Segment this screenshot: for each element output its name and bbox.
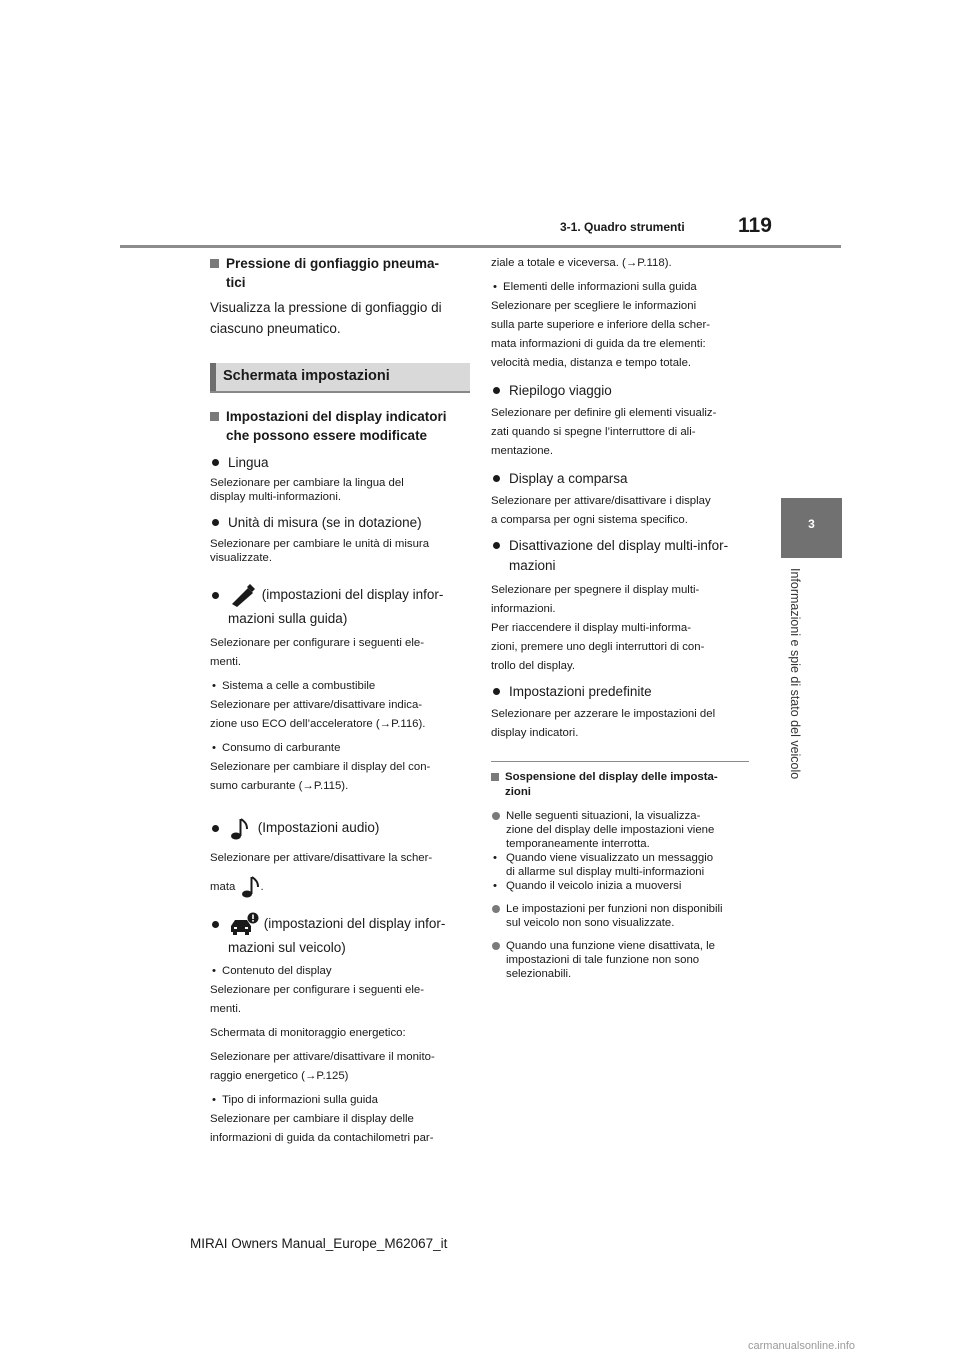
item-predefinite: Impostazioni predefinite xyxy=(491,682,751,702)
left-column xyxy=(210,254,470,1148)
note-item-1b: • Quando il veicolo inizia a muoversi xyxy=(491,879,751,893)
bullet-dot-icon xyxy=(493,688,500,695)
header-rule xyxy=(120,245,841,248)
bullet-dot-icon xyxy=(212,825,219,832)
bullet-dot-icon xyxy=(212,592,219,599)
square-bullet-icon xyxy=(210,259,219,268)
note-title: Sospensione del display delle imposta- zioni xyxy=(491,770,751,800)
bullet-dot-icon xyxy=(212,519,219,526)
desc-units: Selezionare per cambiare le unità di misura visualizzate. xyxy=(210,538,430,564)
square-bullet-icon xyxy=(210,412,219,421)
note-rule xyxy=(491,761,749,762)
paragraph-tire-pressure: Visualizza la pressione di gonfiaggio di ciascuno pneumatico. xyxy=(210,300,442,336)
desc-comparsa: Selezionare per attivare/disattivare i display a comparsa per ogni sistema specifico. xyxy=(491,495,711,526)
section-title: 3-1. Quadro strumenti xyxy=(560,220,685,234)
monitor-heading: Schermata di monitoraggio energetico: xyxy=(210,1027,406,1040)
item-audio: (Impostazioni audio) xyxy=(210,816,470,840)
desc-driving-info: Selezionare per configurare i seguenti ele- menti. xyxy=(210,637,425,669)
heading-settings: Impostazioni del display indicatori che possono essere modificate xyxy=(210,407,470,445)
bullet-dot-icon xyxy=(493,542,500,549)
item-driving-info: (impostazioni del display infor- mazioni sulla guida) xyxy=(210,583,470,631)
box-title: Schermata impostazioni xyxy=(223,368,390,384)
desc-riepilogo: Selezionare per definire gli elementi visualiz- zati quando si spegne l’interruttore di ali- mentazione. xyxy=(491,407,717,457)
item-comparsa: Display a comparsa xyxy=(491,469,751,489)
music-note-icon xyxy=(239,875,261,899)
music-note-icon xyxy=(228,817,254,841)
bullet-dot-icon xyxy=(493,387,500,394)
desc-contenuto: Selezionare per configurare i seguenti ele- menti. xyxy=(210,984,425,1016)
sub-consumo: • Consumo di carburante xyxy=(210,739,470,758)
desc-elementi: Selezionare per scegliere le informazioni sulla parte superiore e inferiore della scher- mata informazioni di guida da tre elementi: velocità media, distanza e tempo totale. xyxy=(491,300,711,369)
desc-lingua: Selezionare per cambiare la lingua del display multi-informazioni. xyxy=(210,477,404,503)
note-item-1: Nelle seguenti situazioni, la visualizza- zione del display delle impostazioni viene temporaneamente interrotta. xyxy=(491,809,751,851)
desc-monitor: Selezionare per attivare/disattivare il monito- raggio energetico (→P.125) xyxy=(210,1051,435,1083)
bullet-dot-icon xyxy=(492,942,500,950)
note-item-3: Quando una funzione viene disattivata, le impostazioni di tale funzione non sono selezionabili. xyxy=(491,939,751,981)
chapter-number: 3 xyxy=(808,517,815,531)
desc-predefinite: Selezionare per azzerare le impostazioni del display indicatori. xyxy=(491,708,716,739)
car-alert-icon xyxy=(228,912,260,936)
watermark: carmanualsonline.info xyxy=(748,1340,856,1352)
chapter-title: Informazioni e spie di stato del veicolo xyxy=(788,568,802,780)
desc-tipo-cont: ziale a totale e viceversa. (→P.118). xyxy=(491,257,672,269)
bullet-dot-icon xyxy=(212,921,219,928)
sub-contenuto: • Contenuto del display xyxy=(210,962,470,981)
bullet-dot-icon xyxy=(212,459,219,466)
item-disattivazione: Disattivazione del display multi-infor- mazioni xyxy=(491,536,751,576)
sub-elementi: • Elementi delle informazioni sulla guida xyxy=(491,278,751,297)
item-riepilogo: Riepilogo viaggio xyxy=(491,381,751,401)
pen-icon xyxy=(228,583,258,607)
bullet-dot-icon xyxy=(492,812,500,820)
item-lingua: Lingua xyxy=(210,453,470,473)
desc-audio-2: mata . xyxy=(210,874,470,900)
item-vehicle-info: (impostazioni del display infor- mazioni sul veicolo) xyxy=(210,912,470,960)
box-accent-bar xyxy=(210,363,216,391)
footer-text: MIRAI Owners Manual_Europe_M62067_it xyxy=(190,1236,448,1251)
square-bullet-icon xyxy=(491,773,499,781)
page-number: 119 xyxy=(738,214,772,237)
desc-consumo: Selezionare per cambiare il display del con- sumo carburante (→P.115). xyxy=(210,761,431,793)
sub-tipo: • Tipo di informazioni sulla guida xyxy=(210,1091,470,1110)
right-column xyxy=(491,254,751,981)
note-item-2: Le impostazioni per funzioni non disponibili sul veicolo non sono visualizzate. xyxy=(491,902,751,930)
desc-fuelcell: Selezionare per attivare/disattivare indica- zione uso ECO dell’acceleratore (→P.116). xyxy=(210,699,426,731)
desc-audio-1: Selezionare per attivare/disattivare la scher- xyxy=(210,851,433,864)
chapter-tab[interactable] xyxy=(781,498,842,558)
desc-tipo: Selezionare per cambiare il display delle informazioni di guida da contachilometri par- xyxy=(210,1113,434,1145)
note-item-1a: • Quando viene visualizzato un messaggio di allarme sul display multi-informazioni xyxy=(491,851,751,879)
bullet-dot-icon xyxy=(492,905,500,913)
sub-fuelcell: • Sistema a celle a combustibile xyxy=(210,677,470,696)
item-units: Unità di misura (se in dotazione) xyxy=(210,513,470,533)
section-box-settings xyxy=(210,363,470,393)
desc-disattivazione: Selezionare per spegnere il display multi- informazioni. Per riaccendere il display multi-informa- zioni, premere uno degli interruttori di con- trollo del display. xyxy=(491,584,705,672)
heading-tire-pressure: Pressione di gonfiaggio pneuma- tici xyxy=(210,254,470,292)
bullet-dot-icon xyxy=(493,475,500,482)
